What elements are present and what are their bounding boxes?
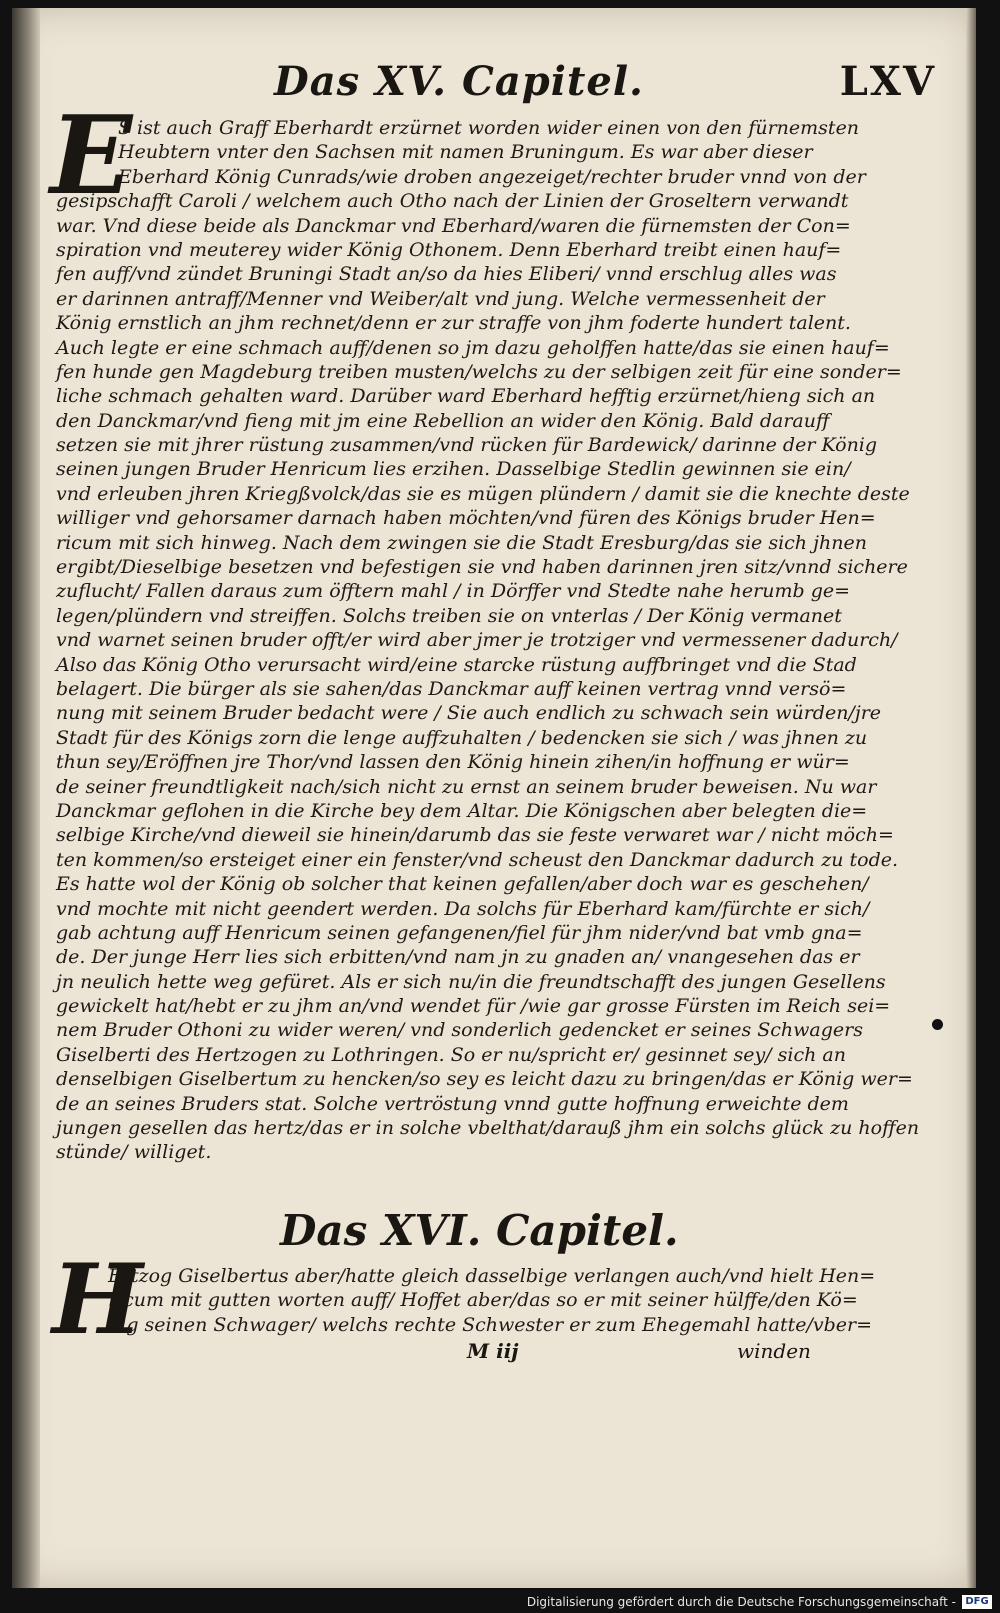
text-line: gewickelt hat/hebt er zu jhm an/vnd wendet für /wie gar grosse Fürsten im Reich sei= [56, 995, 891, 1018]
drop-cap: H [52, 1243, 143, 1356]
chapter-15-text [50, 93, 920, 1165]
text-line: setzen sie mit jhrer rüstung zusammen/vnd rücken für Bardewick/ darinne der König [56, 434, 878, 457]
text-line: Danckmar geflohen in die Kirche bey dem Altar. Die Königschen aber belegten die= [56, 799, 868, 822]
text-line: Heubtern vnter den Sachsen mit namen Bruningum. Es war aber dieser [118, 141, 813, 164]
text-line: legen/plündern vnd streiffen. Solchs treiben sie on vnterlas / Der König vermanet [56, 604, 842, 627]
text-line: de an seines Bruders stat. Solche vertröstung vnnd gutte hoffnung erweichte dem [56, 1092, 849, 1115]
text-line: thun sey/Eröffnen jre Thor/vnd lassen den König hinein zihen/in hoffnung er wür= [56, 751, 850, 774]
chapter-title: Das XV. Capitel. [274, 58, 644, 105]
text-line: Stadt für des Königs zorn die lenge auffzuhalten / bedencken sie sich / was jhnen zu [56, 726, 868, 749]
text-line: spiration vnd meuterey wider König Othonem. Denn Eberhard treibt einen hauf= [56, 238, 842, 261]
text-line: vnd erleuben jhren Kriegßvolck/das sie es mügen plündern / damit sie die knechte deste [56, 482, 910, 505]
text-line: Auch legte er eine schmach auff/denen so jm dazu geholffen hatte/das sie einen hauf= [56, 336, 890, 359]
text-line: selbige Kirche/vnd dieweil sie hinein/darumb das sie feste verwaret war / nicht möch= [56, 824, 894, 847]
scanned-page [12, 8, 976, 1588]
text-line: vnd warnet seinen bruder offt/er wird aber jmer je trotziger vnd vermessener dadurch/ [56, 629, 898, 652]
chapter-16-title: Das XVI. Capitel. [280, 1206, 679, 1255]
dfg-logo: DFG [962, 1595, 992, 1609]
text-line: nig seinen Schwager/ welchs rechte Schwester er zum Ehegemahl hatte/vber= [108, 1313, 873, 1336]
text-line: war. Vnd diese beide als Danckmar vnd Eberhard/waren die fürnemsten der Con= [56, 214, 851, 237]
footer-bar [0, 1588, 1000, 1613]
text-line: denselbigen Giselbertum zu hencken/so sey es leicht dazu zu bringen/das er König wer= [56, 1068, 913, 1091]
text-line: S ist auch Graff Eberhardt erzürnet worden wider einen von den fürnemsten [118, 117, 860, 139]
page-edge [966, 8, 976, 1588]
running-header [274, 58, 936, 118]
text-line: fen auff/vnd zündet Bruningi Stadt an/so da hies Eliberi/ vnnd erschlug alles was [56, 263, 837, 286]
signature-mark: M iij [467, 1339, 519, 1363]
text-line: jungen gesellen das hertz/das er in solche vbelthat/darauß jhm ein solchs glück zu hoffen [56, 1117, 920, 1140]
text-line: ten kommen/so ersteiget einer ein fenster/vnd scheust den Danckmar dadurch zu tode. [56, 848, 899, 871]
text-line: gesipschafft Caroli / welchem auch Otho nach der Linien der Groseltern verwandt [56, 190, 849, 213]
text-line: König ernstlich an jhm rechnet/denn er zur straffe von jhm foderte hundert talent. [56, 312, 851, 335]
footer-credit: Digitalisierung gefördert durch die Deutsche Forschungsgemeinschaft - [526, 1595, 956, 1609]
text-line: liche schmach gehalten ward. Darüber ward Eberhard hefftig erzürnet/hieng sich an [56, 385, 876, 408]
folio-number: LXV [839, 58, 936, 105]
text-line: vnd mochte mit nicht geendert werden. Da solchs für Eberhard kam/fürchte er sich/ [56, 897, 870, 920]
text-line: Es hatte wol der König ob solcher that keinen gefallen/aber doch war es geschehen/ [56, 873, 869, 896]
text-line: ricum mit sich hinweg. Nach dem zwingen sie die Stadt Eresburg/das sie sich jhnen [56, 531, 867, 554]
text-line: Also das König Otho verursacht wird/eine starcke rüstung auffbringet vnd die Stad [56, 653, 857, 676]
text-line: belagert. Die bürger als sie sahen/das Danckmar auff keinen vertrag vnnd versö= [56, 677, 847, 700]
text-line: zuflucht/ Fallen daraus zum öfftern mahl / in Dörffer vnd Stedte nahe herumb ge= [56, 580, 851, 603]
drop-cap: E [50, 93, 133, 219]
text-line: gab achtung auff Henricum seinen gefangenen/fiel für jhm nider/vnd bat vmb gna= [56, 921, 863, 944]
text-line: ergibt/Dieselbige besetzen vnd befestigen sie vnd haben darinnen jren sitz/vnnd sichere [56, 556, 908, 579]
text-line: de. Der junge Herr lies sich erbitten/vnd nam jn zu gnaden an/ vnangesehen das er [56, 946, 860, 969]
text-line: de seiner freundtligkeit nach/sich nicht zu ernst an seinem bruder beweisen. Nu war [56, 775, 877, 798]
ink-dot [932, 1019, 943, 1030]
text-line: den Danckmar/vnd fieng mit jm eine Rebellion an wider den König. Bald darauff [56, 409, 830, 432]
catchword: winden [737, 1339, 811, 1363]
text-line: jn neulich hette weg gefüret. Als er sich nu/in die freundtschafft des jungen Gesellens [56, 970, 886, 993]
text-line: williger vnd gehorsamer darnach haben möchten/vnd füren des Königs bruder Hen= [56, 507, 876, 530]
text-line: er darinnen antraff/Menner vnd Weiber/alt vnd jung. Welche vermessenheit der [56, 287, 825, 310]
text-line: ricum mit gutten worten auff/ Hoffet aber/das so er mit seiner hülffe/den Kö= [108, 1289, 858, 1312]
text-line: nung mit seinem Bruder bedacht were / Sie auch endlich zu schwach sein würden/jre [56, 702, 882, 725]
text-line: seinen jungen Bruder Henricum lies erzihen. Dasselbige Stedlin gewinnen sie ein/ [56, 458, 851, 481]
text-line: Eberhard König Cunrads/wie droben angezeiget/rechter bruder vnnd von der [118, 165, 866, 188]
binding-edge [12, 8, 40, 1588]
text-line: fen hunde gen Magdeburg treiben musten/welchs zu der selbigen zeit für eine sonder= [56, 360, 902, 383]
text-line: nem Bruder Othoni zu wider weren/ vnd sonderlich gedencket er seines Schwagers [56, 1019, 863, 1042]
text-line: Ertzog Giselbertus aber/hatte gleich dasselbige verlangen auch/vnd hielt Hen= [108, 1265, 876, 1287]
text-line: Giselberti des Hertzogen zu Lothringen. So er nu/spricht er/ gesinnet sey/ sich an [56, 1043, 846, 1066]
text-line: stünde/ williget. [56, 1141, 212, 1164]
